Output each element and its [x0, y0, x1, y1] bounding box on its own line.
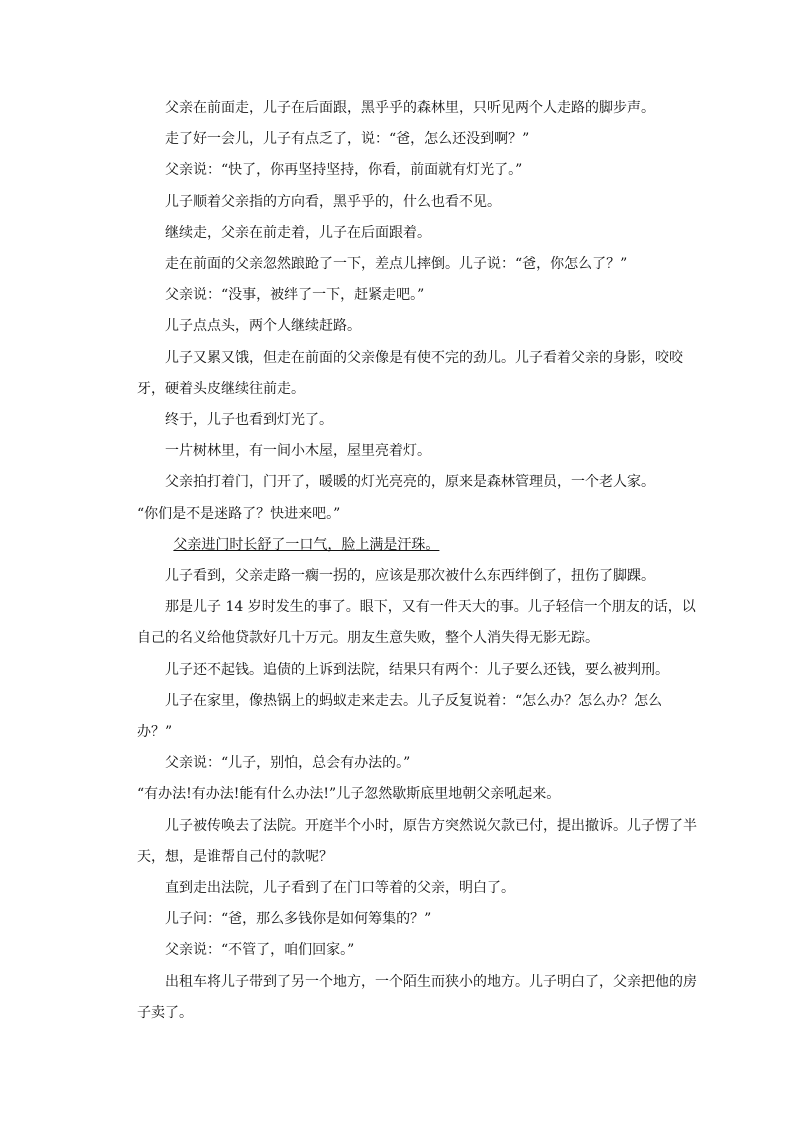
paragraph: 父亲说：“儿子，别怕，总会有办法的。” [165, 755, 411, 772]
document-body [137, 93, 697, 1029]
paragraph: 走在前面的父亲忽然踉跄了一下，差点儿摔倒。儿子说：“爸，你怎么了？” [165, 256, 628, 273]
paragraph: 父亲拍打着门，门开了，暖暖的灯光亮亮的，原来是森林管理员，一个老人家。 [165, 474, 655, 491]
paragraph: “你们是不是迷路了？快进来吧。” [137, 505, 341, 522]
paragraph: 出租车将儿子带到了另一个地方，一个陌生而狭小的地方。儿子明白了，父亲把他的房子卖了。 [137, 973, 697, 1021]
paragraph: 直到走出法院，儿子看到了在门口等着的父亲，明白了。 [165, 880, 515, 897]
paragraph: 儿子问：“爸，那么多钱你是如何筹集的？” [165, 911, 432, 928]
paragraph: 儿子顺着父亲指的方向看，黑乎乎的，什么也看不见。 [165, 193, 501, 210]
paragraph: 父亲说：“没事，被绊了一下，赶紧走吧。” [165, 287, 425, 304]
paragraph: 父亲说：“不管了，咱们回家。” [165, 942, 355, 959]
paragraph: 那是儿子 14 岁时发生的事了。眼下，又有一件天大的事。儿子轻信一个朋友的话，以自己的名义给他贷款好几十万元。朋友生意失败，整个人消失得无影无踪。 [137, 599, 696, 647]
paragraph: 父亲在前面走，儿子在后面跟，黑乎乎的森林里，只听见两个人走路的脚步声。 [165, 100, 655, 116]
paragraph: 父亲说：“快了，你再坚持坚持，你看，前面就有灯光了。” [165, 162, 523, 179]
underlined-sentence: 父亲进门时长舒了一口气，脸上满是汗珠。 [173, 536, 440, 553]
underlined-paragraph [137, 530, 697, 561]
paragraph: 儿子被传唤去了法院。开庭半个小时，原告方突然说欠款已付，提出撤诉。儿子愣了半天，想，是谁帮自己付的款呢？ [137, 817, 697, 865]
paragraph: 儿子点点头，两个人继续赶路。 [165, 318, 361, 335]
paragraph: 儿子看到，父亲走路一瘸一拐的，应该是那次被什么东西绊倒了，扭伤了脚踝。 [165, 568, 655, 585]
paragraph: 终于，儿子也看到灯光了。 [165, 412, 333, 429]
paragraph: 儿子还不起钱。追债的上诉到法院，结果只有两个：儿子要么还钱，要么被判刑。 [165, 661, 669, 678]
paragraph: 儿子又累又饿，但走在前面的父亲像是有使不完的劲儿。儿子看着父亲的身影，咬咬牙，硬着头皮继续往前走。 [137, 349, 683, 397]
paragraph: 一片树林里，有一间小木屋，屋里亮着灯。 [165, 443, 431, 460]
paragraph: “有办法!有办法!能有什么办法!”儿子忽然歇斯底里地朝父亲吼起来。 [137, 786, 561, 803]
paragraph: 儿子在家里，像热锅上的蚂蚁走来走去。儿子反复说着：“怎么办？怎么办？怎么办？” [137, 692, 663, 741]
paragraph: 走了好一会儿，儿子有点乏了，说：“爸，怎么还没到啊？” [165, 131, 530, 148]
paragraph: 继续走，父亲在前走着，儿子在后面跟着。 [165, 224, 431, 241]
